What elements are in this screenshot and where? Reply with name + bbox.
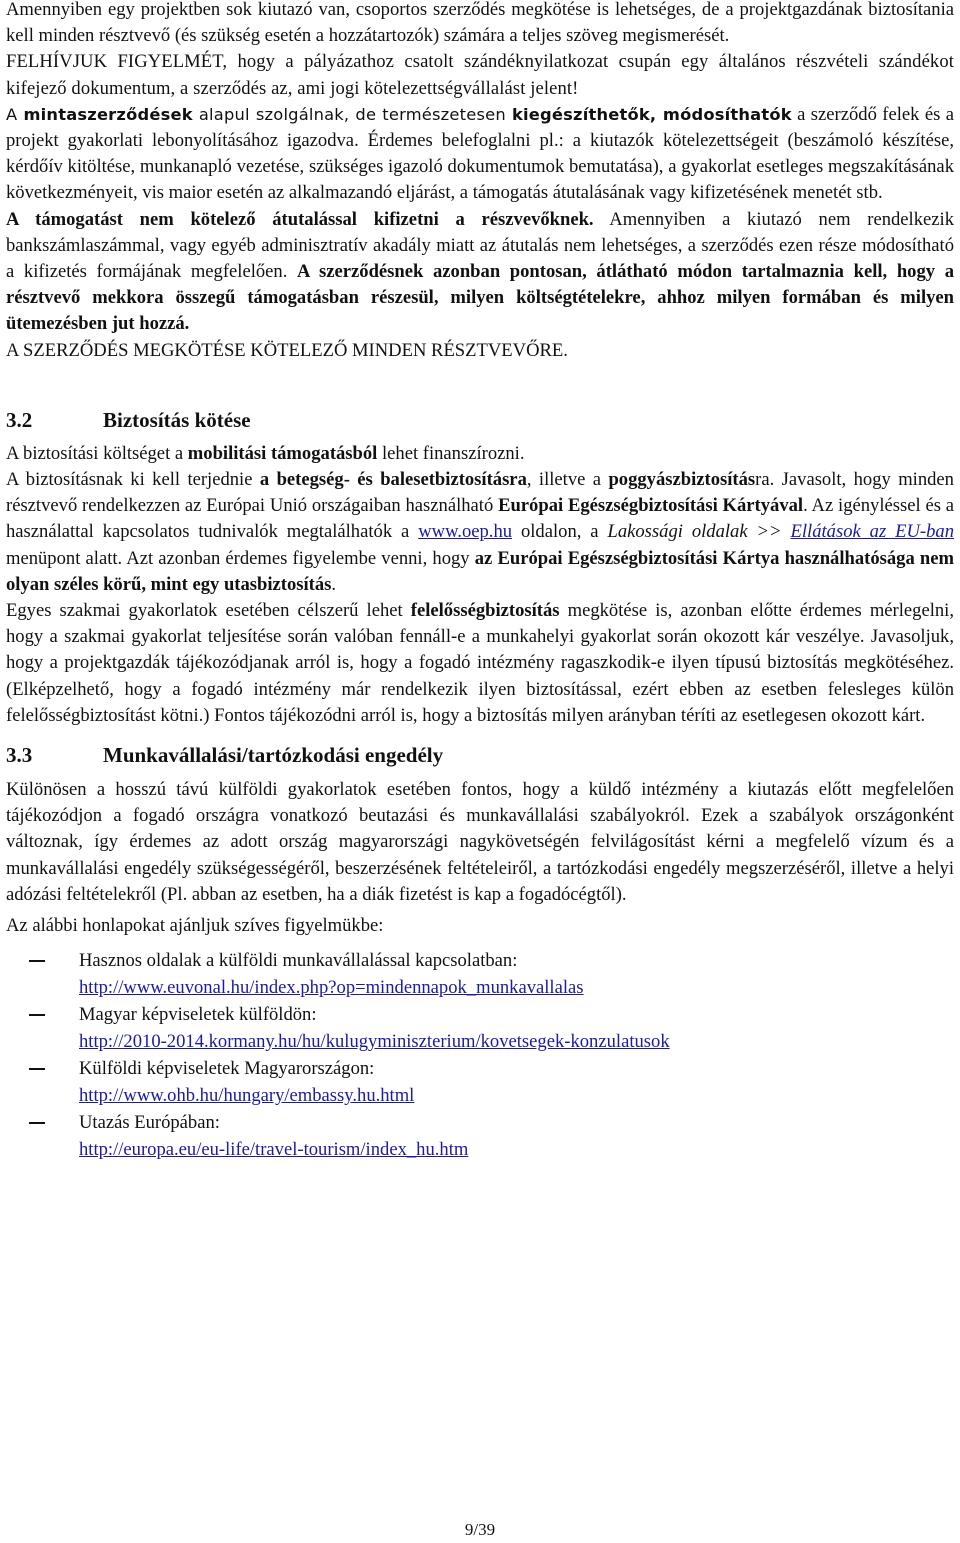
oep-link[interactable]: www.oep.hu <box>418 521 513 543</box>
intro-text-4c: A szerződésnek azonban pontosan, átlátható módon tartalmaznia kell, hogy a résztvevő mekkora összegű támogatásban részesül, milyen költségtételekre, ahhoz milyen formában és milyen ütemezésben jut hozzá. <box>6 261 955 335</box>
text-run: . <box>331 573 337 595</box>
dash-bullet-icon <box>29 1068 45 1070</box>
section-title: Biztosítás kötése <box>103 407 251 432</box>
text-run: . Az igényléssel és a használattal kapcsolatos tudnivalók megtalálhatók a <box>6 495 954 543</box>
list-item-label: Külföldi képviseletek Magyarországon: <box>79 1058 375 1080</box>
section-number: 3.3 <box>6 743 33 768</box>
section-3-2-paragraph-1 <box>6 441 954 467</box>
dash-bullet-icon <box>29 960 45 962</box>
list-item <box>6 1055 954 1109</box>
text-run-bold: mobilitási támogatásból <box>187 442 378 464</box>
intro-paragraph-5 <box>6 338 954 364</box>
link-text: Ellátások az EU-ban <box>790 521 955 543</box>
dash-bullet-icon <box>29 1014 45 1016</box>
section-3-2-paragraph-2 <box>6 467 954 598</box>
intro-text-1: Amennyiben egy projektben sok kiutazó van, csoportos szerződés megkötése is lehetséges, de a projektgazdának biztosítania kell minden résztvevő (és szükség esetén a hozzátartozók) számára a teljes szöveg megismerését. <box>6 0 954 47</box>
eu-care-link[interactable] <box>791 521 954 542</box>
dash-bullet-icon <box>29 1122 45 1124</box>
intro-text-3a: A <box>6 104 24 124</box>
section-title: Munkavállalási/tartózkodási engedély <box>103 743 444 768</box>
section-3-3-paragraph-1 <box>6 777 954 908</box>
intro-text-2: FELHÍVJUK FIGYELMÉT, hogy a pályázathoz csatolt szándéknyilatkozat csupán egy általános részvételi szándékot kifejező dokumentum, a szerződés az, ami jogi kötelezettségvállalást jelent! <box>6 51 954 99</box>
link-kormany[interactable]: http://2010-2014.kormany.hu/hu/kulugyminiszterium/kovetsegek-konzulatusok <box>79 1031 670 1053</box>
section-3-2-paragraph-3 <box>6 598 954 729</box>
intro-paragraph-1 <box>6 0 954 49</box>
text-run-bold: az Európai Egészségbiztosítási Kártya használhatósága nem olyan széles körű, mint egy utasbiztosítás <box>6 547 954 595</box>
text-run: megkötése is, azonban előtte érdemes mérlegelni, hogy a szakmai gyakorlat teljesítése során valóban fennáll-e a munkahelyi gyakorlat során okozott kár veszélye. Javasoljuk, hogy a projektgazdák tájékozódjanak arról is, hogy a fogadó intézmény ragaszkodik-e ilyen típusú biztosítás megkötéséhez. (Elképzelhető, hogy a fogadó intézmény már rendelkezik ilyen biztosítással, ezért ebben az esetben felesleges külön felelősségbiztosítást kötni.) Fontos tájékozódni arról is, hogy a biztosítás milyen arányban téríti az esetlegesen okozott kárt. <box>6 600 954 726</box>
intro-paragraph-3 <box>6 102 954 207</box>
list-item <box>6 947 954 1001</box>
intro-text-3c: alapul szolgálnak, de természetesen <box>192 104 512 124</box>
intro-text-4b: Amennyiben a kiutazó nem rendelkezik bankszámlaszámmal, vagy egyéb adminisztratív akadály miatt az átutalás nem lehetséges, a szerződés ezen része módosítható a kifizetés formájának megfelelően. <box>6 208 954 283</box>
link-euvonal[interactable]: http://www.euvonal.hu/index.php?op=mindennapok_munkavallalas <box>79 977 584 999</box>
text-run: oldalon, a <box>512 521 608 543</box>
text-run-bold: felelősségbiztosítás <box>410 600 560 622</box>
text-run-bold: Európai Egészségbiztosítási Kártyával <box>498 495 804 517</box>
text-run: Egyes szakmai gyakorlatok esetében célszerű lehet <box>6 600 411 622</box>
link-list <box>6 947 954 1163</box>
section-number: 3.2 <box>6 407 33 432</box>
list-item <box>6 1109 954 1163</box>
link-europa[interactable]: http://europa.eu/eu-life/travel-tourism/index_hu.htm <box>79 1139 469 1161</box>
intro-paragraph-4 <box>6 207 954 338</box>
text-run-italic: Lakossági oldalak >> <box>607 521 791 543</box>
page-content <box>6 0 954 1163</box>
text-run: Különösen a hosszú távú külföldi gyakorlatok esetében fontos, hogy a küldő intézmény a kiutazás előtt megfelelően tájékozódjon a fogadó országra vonatkozó beutazási és munkavállalási szabályokról. Ezek a szabályok országonként változnak, így érdemes az adott ország magyarországi nagykövetségén felvilágosítást kérni a megfelelő vízum és a munkavállalási engedély szükségességéről, beszerzésének feltételeiről, a tartózkodási engedély megszerzéséről, illetve a helyi adózási feltételekről (Pl. abban az esetben, ha a diák fizetést is kap a fogadócégtől). <box>6 779 954 905</box>
section-3-3-paragraph-2 <box>6 913 954 939</box>
intro-text-3b: mintaszerződések <box>23 104 193 124</box>
intro-text-3d: kiegészíthetők, módosíthatók <box>512 104 792 124</box>
text-run: Az alábbi honlapokat ajánljuk szíves figyelmükbe: <box>6 915 384 937</box>
text-run: A biztosításnak ki kell terjednie <box>6 469 260 491</box>
link-ohb[interactable]: http://www.ohb.hu/hungary/embassy.hu.html <box>79 1085 415 1107</box>
text-run: , illetve a <box>526 469 609 491</box>
page-number: 9/39 <box>464 1520 496 1539</box>
text-run-bold: a betegség- és balesetbiztosításra <box>259 469 527 491</box>
list-item-label: Magyar képviseletek külföldön: <box>79 1004 317 1026</box>
text-run: lehet finanszírozni. <box>377 442 525 464</box>
text-run: A biztosítási költséget a <box>6 442 188 464</box>
section-heading-3-3 <box>6 741 954 769</box>
list-item-label: Utazás Európában: <box>79 1112 220 1134</box>
intro-paragraph-2 <box>6 49 954 101</box>
intro-text-3e: a szerződő felek és a projekt gyakorlati lebonyolításához igazodva. Érdemes belefoglalni pl.: a kiutazók kötelezettségeit (beszámoló készítése, kérdőív kitöltése, munkanapló vezetése, szükséges igazoló dokumentumok bemutatása), a gyakorlat esetleges megszakításának következményeit, vis maior esetén az alkalmazandó eljárást, a támogatás átutalásának vagy kifizetésének menetét stb. <box>6 103 954 204</box>
text-run: menüpont alatt. Azt azonban érdemes figyelembe venni, hogy <box>6 547 475 569</box>
intro-text-4a: A támogatást nem kötelező átutalással kifizetni a részvevőknek. <box>6 208 594 230</box>
list-item <box>6 1001 954 1055</box>
section-heading-3-2 <box>6 406 954 434</box>
intro-text-5: A SZERZŐDÉS MEGKÖTÉSE KÖTELEZŐ MINDEN RÉSZTVEVŐRE. <box>6 339 568 361</box>
text-run-bold: poggyászbiztosítás <box>608 469 756 491</box>
text-run: ra. Javasolt, hogy minden résztvevő rendelkezzen az Európai Unió országaiban használható <box>6 469 954 517</box>
list-item-label: Hasznos oldalak a külföldi munkavállalással kapcsolatban: <box>79 950 518 972</box>
